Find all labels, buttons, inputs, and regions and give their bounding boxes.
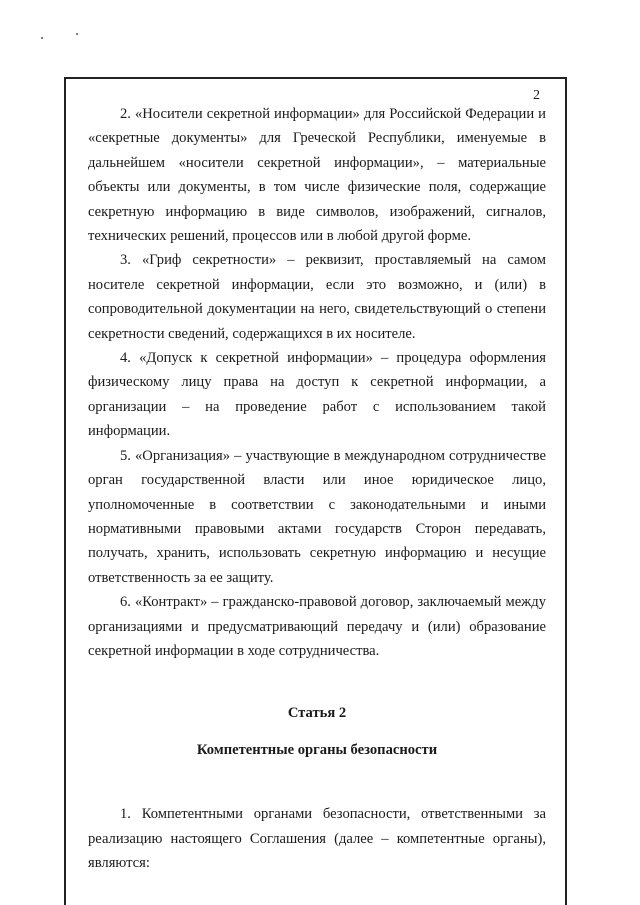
definition-paragraph-6: 6. «Контракт» – гражданско-правовой договор, заключаемый между организациями и предусматривающий передачу и (или) образование секретной информации в ходе сотрудничества. [88,594,546,659]
scan-speck [76,33,78,35]
article-paragraph-1: 1. Компетентными органами безопасности, ответственными за реализацию настоящего Соглашения (далее – компетентные органы), являются: [88,806,546,871]
spacer [88,726,546,738]
article-title: Компетентные органы безопасности [196,741,438,758]
definition-paragraph-4: 4. «Допуск к секретной информации» – процедура оформления физическому лицу права на доступ к секретной информации, а организации – на проведение работ с использованием такой информации. [88,350,546,440]
definition-paragraph-5: 5. «Организация» – участвующие в международном сотрудничестве орган государственной власти или иное юридическое лицо, уполномоченные в соответствии с законодательными и иными нормативными правовыми актами государств Сторон передавать, получать, хранить, использовать секретную информацию и несущие ответственность за ее защиту. [88,447,546,586]
spacer [88,663,546,701]
definition-paragraph-3: 3. «Гриф секретности» – реквизит, проставляемый на самом носителе секретной информации, если это возможно, и (или) в сопроводительной документации на него, свидетельствующий о степени секретности сведений, содержащихся в их носителе. [88,252,546,342]
document-body [88,102,546,875]
definition-paragraph-2: 2. «Носители секретной информации» для Российской Федерации и «секретные документы» для Греческой Республики, именуемые в дальнейшем «носители секретной информации», – материальные объекты или документы, в том числе физические поля, содержащие секретную информацию в виде символов, изображений, сигналов, технических решений, процессов или в любой другой форме. [88,106,546,245]
article-number-heading: Статья 2 [287,705,347,722]
page-number: 2 [533,88,540,103]
spacer [88,762,546,802]
scan-speck [41,37,43,39]
